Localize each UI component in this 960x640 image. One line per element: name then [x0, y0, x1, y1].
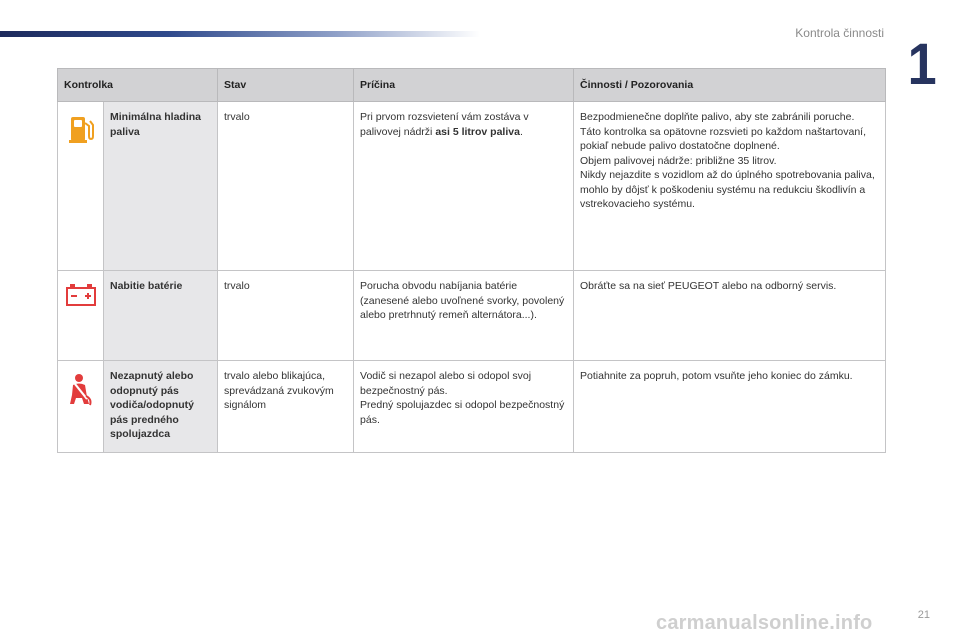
column-header-stav: Stav	[218, 69, 354, 102]
column-header-cinnosti: Činnosti / Pozorovania	[574, 69, 886, 102]
icon-cell	[58, 361, 104, 453]
chapter-number: 1	[907, 32, 937, 97]
icon-cell	[58, 102, 104, 271]
seatbelt-icon	[67, 373, 95, 407]
fuel-pump-icon	[68, 114, 94, 144]
section-title: Kontrola činnosti	[795, 26, 884, 40]
table-row	[58, 271, 886, 361]
cinnosti-cell: Potiahnite za popruh, potom vsuňte jeho koniec do zámku.	[574, 361, 886, 453]
cinnosti-cell: Obráťte sa na sieť PEUGEOT alebo na odborný servis.	[574, 271, 886, 361]
stav-cell: trvalo	[218, 102, 354, 271]
pricina-cell: Pri prvom rozsvietení vám zostáva v palivovej nádrži asi 5 litrov paliva.	[354, 102, 574, 271]
stav-cell: trvalo	[218, 271, 354, 361]
page-number: 21	[917, 609, 930, 621]
pricina-cell: Porucha obvodu nabíjania batérie (zanesené alebo uvoľnené svorky, povolený alebo pretrhnutý remeň alternátora...).	[354, 271, 574, 361]
pricina-cell: Vodič si nezapol alebo si odopol svoj bezpečnostný pás. Predný spolujazdec si odopol bezpečnostný pás.	[354, 361, 574, 453]
battery-icon	[65, 283, 97, 307]
stav-cell: trvalo alebo blikajúca, sprevádzaná zvukovým signálom	[218, 361, 354, 453]
icon-cell	[58, 271, 104, 361]
indicator-name: Nabitie batérie	[104, 271, 218, 361]
column-header-pricina: Príčina	[354, 69, 574, 102]
header-accent-bar	[0, 31, 480, 37]
column-header-kontrolka: Kontrolka	[58, 69, 218, 102]
warning-lights-table	[57, 68, 886, 453]
table-row	[58, 361, 886, 453]
watermark: carmanualsonline.info	[656, 612, 873, 634]
cinnosti-cell: Bezpodmienečne doplňte palivo, aby ste zabránili poruche. Táto kontrolka sa opätovne rozsvieti po každom naštartovaní, pokiaľ nebude palivo dostatočne doplnené. Objem palivovej nádrže: približne 35 litrov. Nikdy nejazdite s vozidlom až do úplného spotrebovania paliva, mohlo by dôjsť k poškodeniu systému na redukciu škodlivín a vstrekovacieho systému.	[574, 102, 886, 271]
indicator-name: Nezapnutý alebo odopnutý pás vodiča/odopnutý pás predného spolujazdca	[104, 361, 218, 453]
indicator-name: Minimálna hladina paliva	[104, 102, 218, 271]
table-row	[58, 102, 886, 271]
table-header-row	[58, 69, 886, 102]
